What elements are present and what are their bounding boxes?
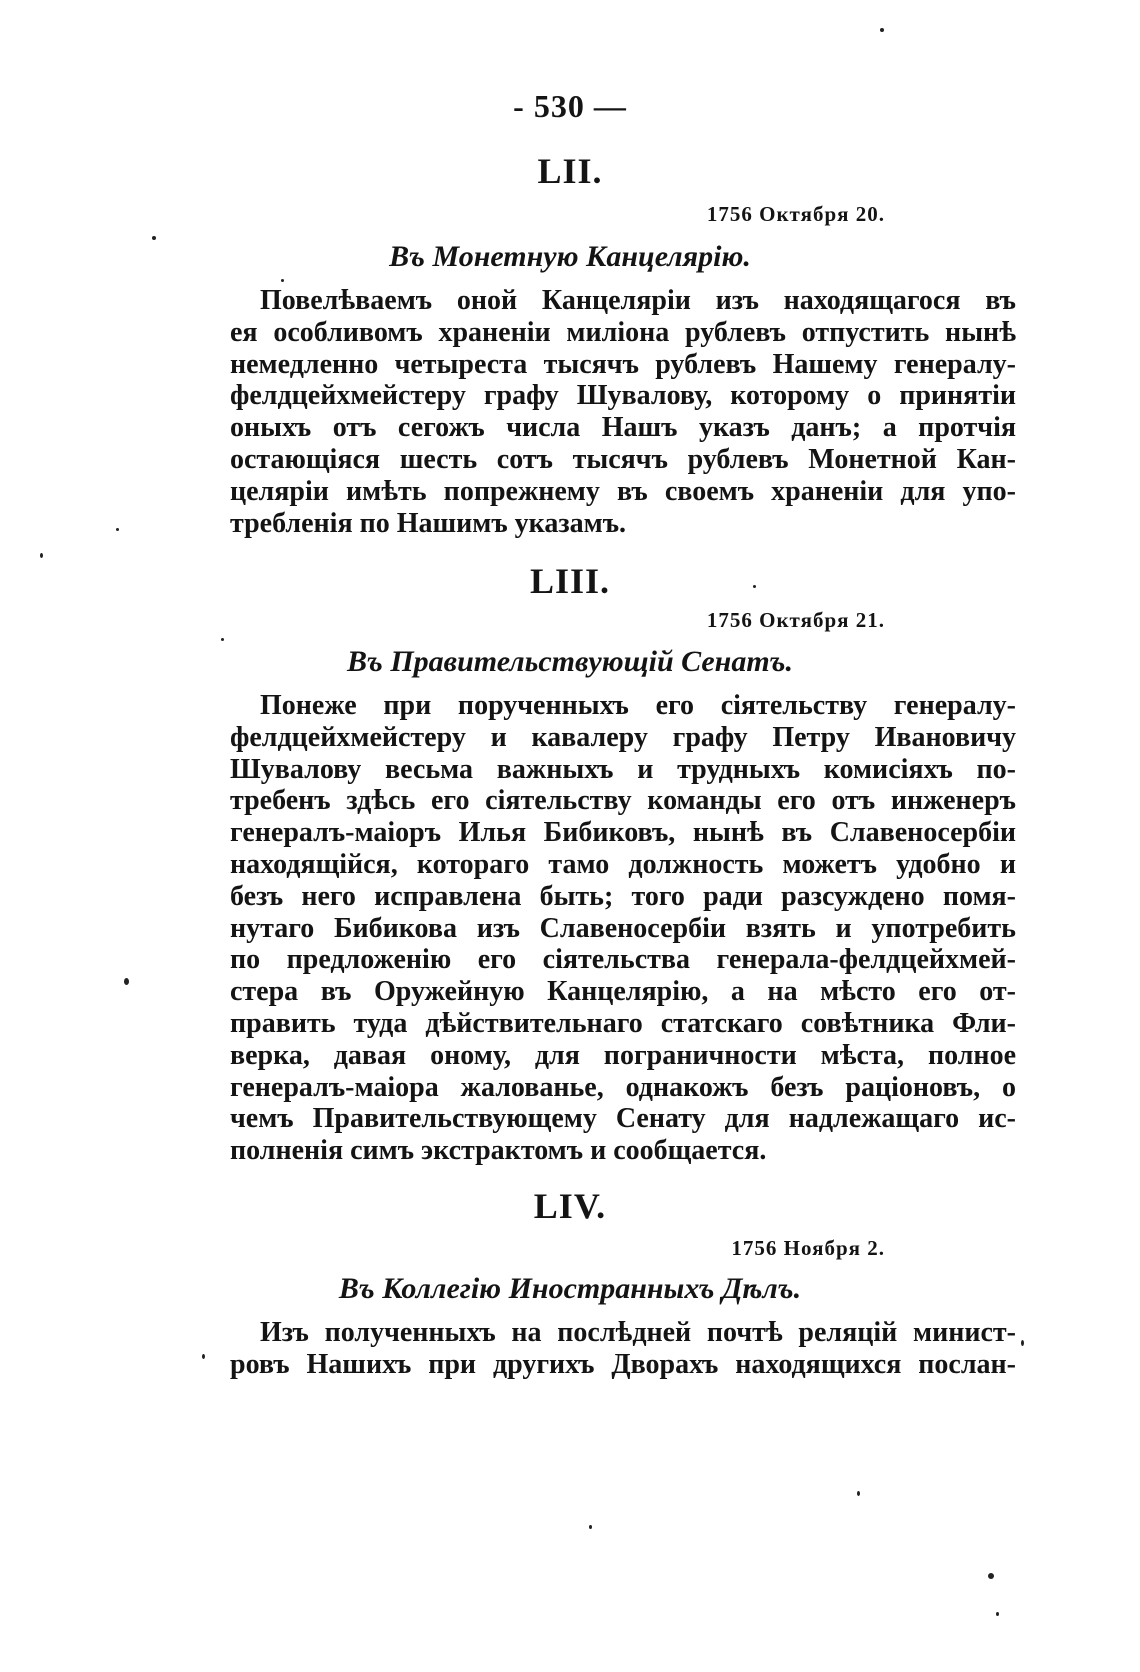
- text-line: чемъ Правительствующему Сенату для надлежащаго ис-: [230, 1103, 1016, 1135]
- text-line: находящійся, котораго тамо должность можетъ удобно и: [230, 848, 1016, 880]
- text-line: безъ него исправлена быть; того ради разсуждено помя-: [230, 880, 1016, 912]
- scan-speck: [857, 1491, 860, 1496]
- document-date-liii: 1756 Октября 21.: [706, 608, 885, 632]
- text-line: верка, давая оному, для пограничности мѣста, полное: [230, 1039, 1016, 1071]
- scan-speck: [1021, 1340, 1024, 1346]
- text-line: требенъ здѣсь его сіятельству команды его отъ инженеръ: [230, 785, 1016, 817]
- text-line: по предложенію его сіятельства генерала-фелдцейхмей-: [230, 944, 1016, 976]
- text-line: ровъ Нашихъ при другихъ Дворахъ находящихся послан-: [230, 1348, 1016, 1380]
- document-body-liii: [230, 690, 1016, 1167]
- text-line: Изъ полученныхъ на послѣдней почтѣ реляцій минист-: [260, 1317, 1016, 1348]
- text-line: целяріи имѣть попрежнему въ своемъ храненіи для упо-: [230, 475, 1016, 507]
- scan-speck: [124, 978, 129, 985]
- document-body-liv: [230, 1317, 1016, 1381]
- text-line: требленія по Нашимъ указамъ.: [230, 507, 627, 539]
- scan-speck: [202, 1354, 205, 1359]
- document-date-liv: 1756 Ноября 2.: [731, 1236, 885, 1260]
- text-line: оныхъ отъ сегожъ числа Нашъ указъ данъ; а протчія: [230, 412, 1016, 444]
- text-line: стера въ Оружейную Канцелярію, а на мѣсто его от-: [230, 976, 1016, 1008]
- scan-speck: [589, 1525, 592, 1529]
- scan-speck: [152, 236, 156, 240]
- text-line: остающіяся шесть сотъ тысячъ рублевъ Монетной Кан-: [230, 443, 1016, 475]
- text-line: Понеже при порученныхъ его сіятельству генералу-: [260, 690, 1016, 721]
- document-number-liv: LIV.: [533, 1186, 607, 1226]
- page-number: - 530 —: [513, 88, 627, 124]
- text-line: фелдцейхмейстеру графу Шувалову, которому о принятіи: [230, 380, 1016, 412]
- document-body-lii: [230, 285, 1016, 539]
- scan-speck: [221, 638, 224, 641]
- scan-speck: [996, 1612, 999, 1616]
- text-line: генералъ-маіоръ Илья Бибиковъ, нынѣ въ Славеносербіи: [230, 817, 1016, 849]
- text-line: Повелѣваемъ оной Канцеляріи изъ находящагося въ: [260, 285, 1016, 316]
- scan-speck: [753, 585, 756, 588]
- text-line: нутаго Бибикова изъ Славеносербіи взять и употребить: [230, 912, 1016, 944]
- text-line: немедленно четыреста тысячъ рублевъ Нашему генералу-: [230, 348, 1016, 380]
- text-line: ея особливомъ храненіи миліона рублевъ отпустить нынѣ: [230, 316, 1016, 348]
- text-line: полненія симъ экстрактомъ и сообщается.: [230, 1135, 767, 1167]
- document-addressee-liii: Въ Правительствующій Сенатъ.: [347, 645, 793, 678]
- scan-speck: [880, 28, 884, 32]
- document-date-lii: 1756 Октября 20.: [706, 202, 885, 226]
- text-line: генералъ-маіора жалованье, однакожъ безъ раціоновъ, о: [230, 1071, 1016, 1103]
- document-addressee-lii: Въ Монетную Канцелярію.: [389, 240, 751, 273]
- scan-speck: [988, 1573, 994, 1579]
- document-addressee-liv: Въ Коллегію Иностранныхъ Дѣлъ.: [338, 1272, 802, 1305]
- document-number-lii: LII.: [537, 151, 603, 191]
- text-line: Шувалову весьма важныхъ и трудныхъ комисіяхъ по-: [230, 753, 1016, 785]
- scan-speck: [40, 553, 43, 558]
- scan-speck: [116, 528, 119, 531]
- text-line: править туда дѣйствительнаго статскаго совѣтника Фли-: [230, 1007, 1016, 1039]
- scan-speck: [281, 279, 284, 282]
- document-number-liii: LIII.: [529, 561, 611, 601]
- text-line: фелдцейхмейстеру и кавалеру графу Петру Ивановичу: [230, 721, 1016, 753]
